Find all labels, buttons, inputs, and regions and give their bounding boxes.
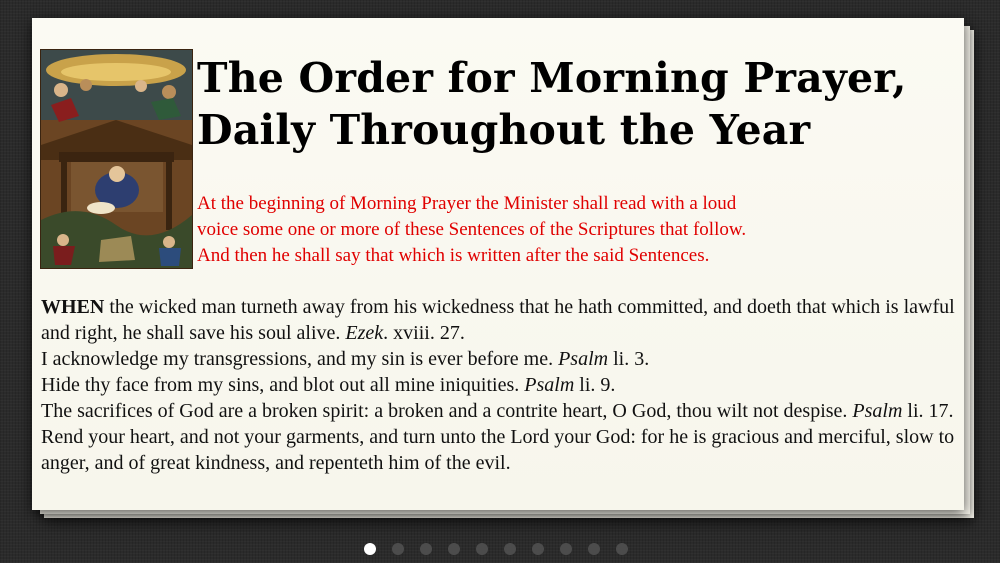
title-line-2: Daily Throughout the Year bbox=[197, 106, 811, 154]
rubric-line-1: At the beginning of Morning Prayer the Minister shall read with a loud bbox=[197, 193, 737, 214]
prayer-page[interactable] bbox=[32, 18, 964, 510]
sentence-reference-book: Psalm bbox=[558, 348, 609, 370]
sentence-text: I acknowledge my transgressions, and my sin is ever before me. bbox=[41, 348, 559, 370]
sentence-4 bbox=[41, 398, 956, 424]
page-dot[interactable] bbox=[476, 543, 488, 555]
page-dot[interactable] bbox=[504, 543, 516, 555]
sentence-2 bbox=[41, 346, 956, 372]
sentence-reference: . xviii. 27. bbox=[383, 322, 465, 344]
page-dot[interactable] bbox=[560, 543, 572, 555]
page-dot-active[interactable] bbox=[364, 543, 376, 555]
sentence-reference: li. 9. bbox=[574, 374, 616, 396]
sentence-3 bbox=[41, 372, 956, 398]
sentence-text: the wicked man turneth away from his wickedness that he hath committed, and doeth that which is lawful and right, he shall save his soul alive. bbox=[41, 296, 955, 344]
page-dot[interactable] bbox=[588, 543, 600, 555]
scripture-sentences[interactable] bbox=[41, 294, 956, 476]
sentence-reference-book: Psalm bbox=[852, 400, 903, 422]
page-dot[interactable] bbox=[448, 543, 460, 555]
sentence-text: Rend your heart, and not your garments, and turn unto the Lord your God: for he is gracious and merciful, slow to anger, and of great kindness, and repenteth him of the evil. bbox=[41, 426, 955, 474]
page-dot[interactable] bbox=[392, 543, 404, 555]
title-line-1: The Order for Morning Prayer, bbox=[197, 54, 907, 102]
sentence-5 bbox=[41, 424, 956, 476]
sentence-reference: li. 17. bbox=[902, 400, 954, 422]
sentence-1 bbox=[41, 294, 956, 346]
page-title bbox=[197, 52, 957, 156]
sentence-lead: WHEN bbox=[41, 296, 105, 318]
rubric-line-3: And then he shall say that which is written after the said Sentences. bbox=[197, 245, 710, 266]
nativity-painting bbox=[40, 49, 193, 269]
page-dot[interactable] bbox=[532, 543, 544, 555]
sentence-text: The sacrifices of God are a broken spirit: a broken and a contrite heart, O God, thou wilt not despise. bbox=[41, 400, 853, 422]
sentence-reference-book: Psalm bbox=[524, 374, 575, 396]
page-bottom-fade bbox=[32, 496, 964, 510]
page-dot[interactable] bbox=[420, 543, 432, 555]
rubric-line-2: voice some one or more of these Sentences of the Scriptures that follow. bbox=[197, 219, 747, 240]
sentence-reference: li. 3. bbox=[608, 348, 650, 370]
page-indicator[interactable] bbox=[364, 543, 628, 555]
sentence-text: Hide thy face from my sins, and blot out all mine iniquities. bbox=[41, 374, 525, 396]
sentence-reference-book: Ezek bbox=[345, 322, 384, 344]
page-dot[interactable] bbox=[616, 543, 628, 555]
rubric-instructions bbox=[197, 191, 957, 269]
